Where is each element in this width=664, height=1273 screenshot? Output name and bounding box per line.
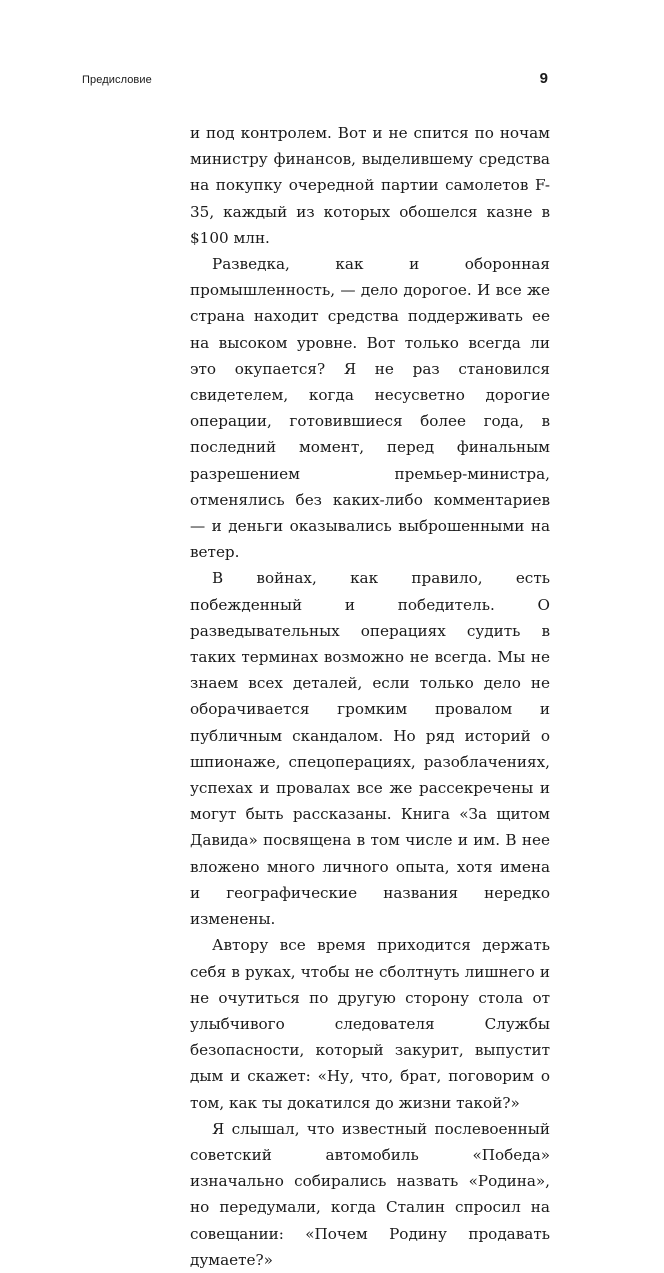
body-text — [190, 120, 550, 1273]
page-number: 9 — [539, 70, 548, 87]
paragraph-3: В войнах, как правило, есть побежденный и победитель. О разведывательных операциях судить в таких терминах возможно не всегда. Мы не знаем всех деталей, если только дело не оборачивается громким провалом и публичным скандалом. Но ряд историй о шпионаже, спецоперациях, разоблачениях, успехах и провалах все же рассекречены и могут быть рассказаны. Книга «За щитом Давида» посвящена в том числе и им. В нее вложено много личного опыта, хотя имена и географические названия нередко изменены. — [190, 569, 550, 929]
running-head-title: Предисловие — [82, 74, 152, 86]
paragraph-2: Разведка, как и оборонная промышленность, — дело дорогое. И все же страна находит средства поддерживать ее на высоком уровне. Вот только всегда ли это окупается? Я не раз становился свидетелем, когда несусветно дорогие операции, готовившиеся более года, в последний момент, перед финальным разрешением премьер-министра, отменялись без каких-либо комментариев — и деньги оказывались выброшенными на ветер. — [190, 255, 550, 562]
paragraph-4: Автору все время приходится держать себя в руках, чтобы не сболтнуть лишнего и не очутиться по другую сторону стола от улыбчивого следователя Службы безопасности, который закурит, выпустит дым и скажет: «Ну, что, брат, поговорим о том, как ты докатился до жизни такой?» — [190, 936, 550, 1112]
paragraph-5: Я слышал, что известный послевоенный советский автомобиль «Победа» изначально собирались назвать «Родина», но передумали, когда Сталин спросил на совещании: «Почем Родину продавать думаете?» — [190, 1119, 550, 1269]
paragraph-1: и под контролем. Вот и не спится по ночам министру финансов, выделившему средства на покупку очередной партии самолетов F-35, каждый из которых обошелся казне в $100 млн. — [190, 124, 550, 247]
